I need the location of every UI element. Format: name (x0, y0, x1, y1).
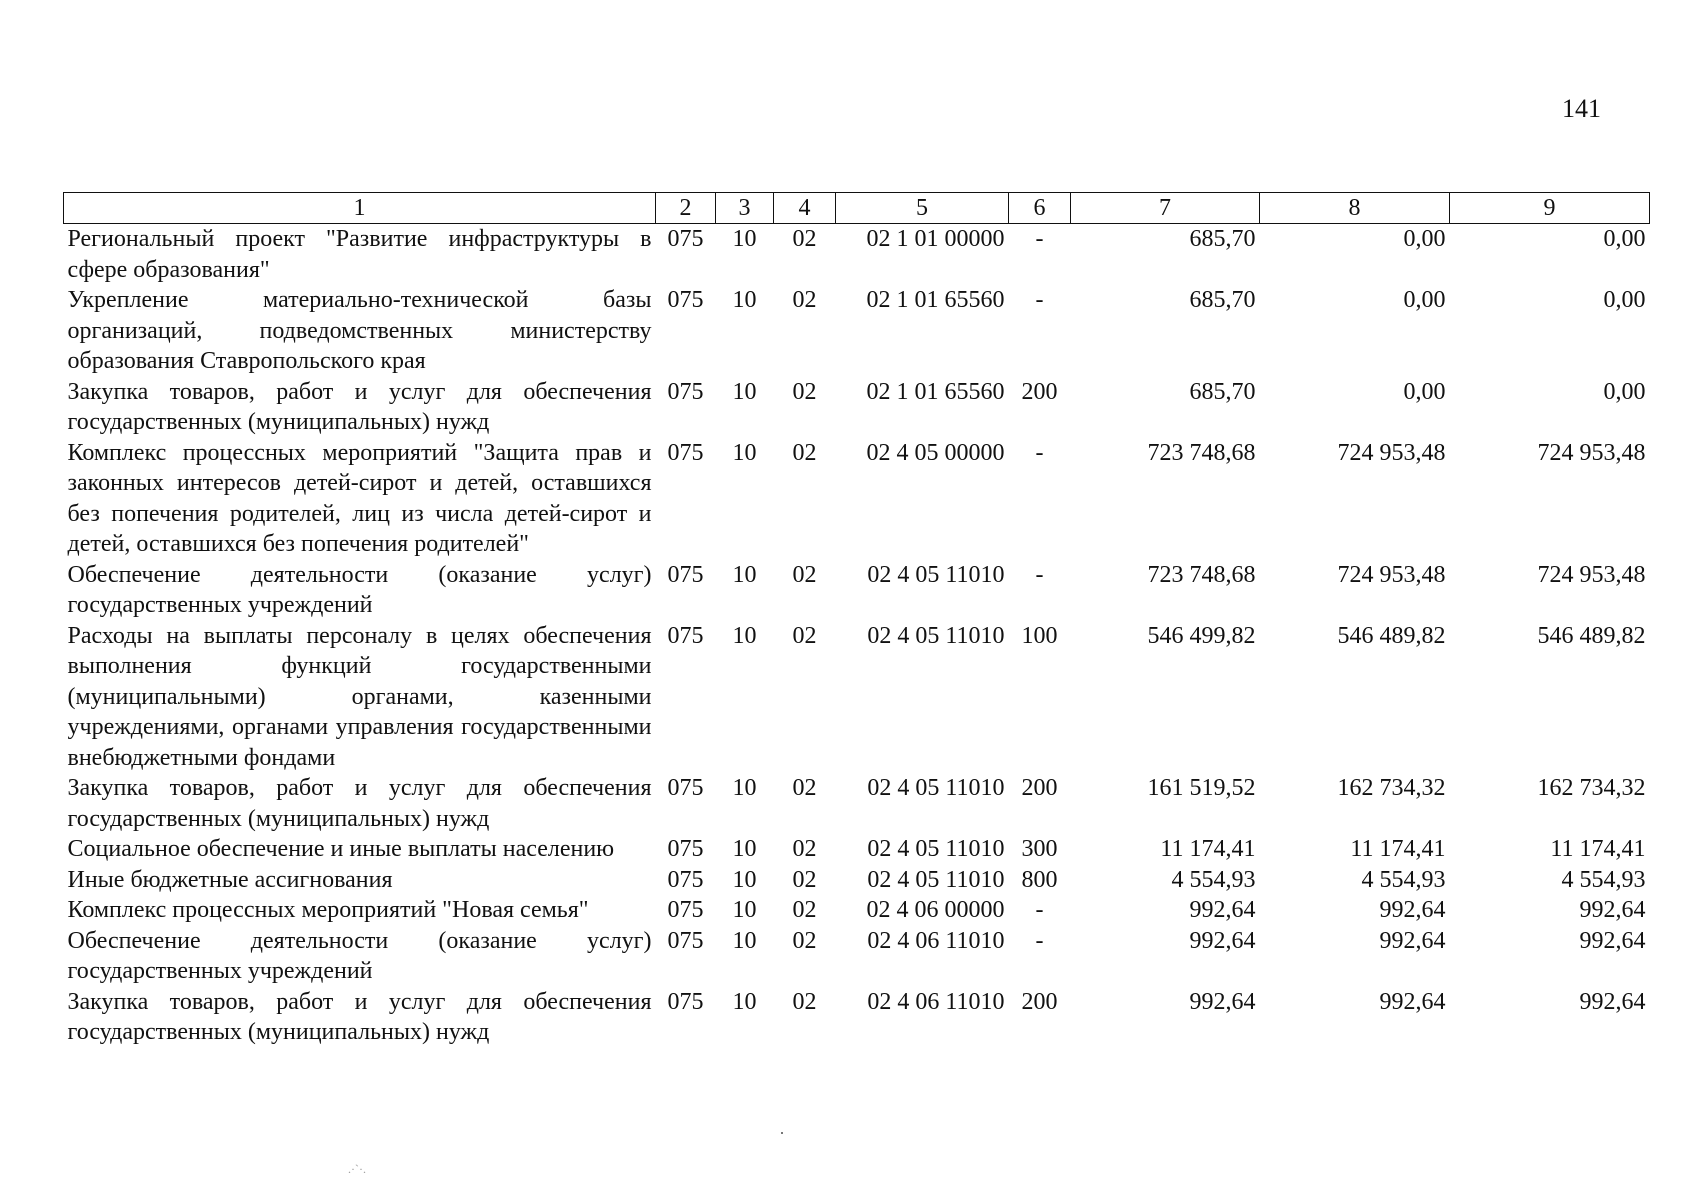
column-header: 7 (1071, 193, 1260, 224)
row-description: Закупка товаров, работ и услуг для обеспечения государственных (муниципальных) нужд (67, 378, 652, 435)
amount-year-2: 992,64 (1379, 927, 1446, 954)
amount-year-1: 4 554,93 (1171, 866, 1256, 893)
subsection-code: 02 (792, 897, 817, 923)
section-code: 10 (732, 927, 757, 954)
table-row (64, 773, 1650, 834)
page-number: 141 (1562, 94, 1601, 123)
row-description: Закупка товаров, работ и услуг для обеспечения государственных (муниципальных) нужд (67, 775, 652, 832)
amount-year-1: 685,70 (1189, 378, 1256, 405)
target-article-code: 02 4 05 11010 (867, 622, 1005, 649)
section-code: 10 (732, 988, 757, 1015)
ministry-code: 075 (667, 439, 704, 466)
amount-year-1: 992,64 (1189, 897, 1256, 923)
section-code: 10 (732, 775, 757, 801)
table-row (64, 438, 1650, 560)
amount-year-2: 992,64 (1379, 897, 1446, 923)
subsection-code: 02 (792, 866, 817, 893)
row-description: Закупка товаров, работ и услуг для обеспечения государственных (муниципальных) нужд (67, 988, 652, 1045)
ministry-code: 075 (667, 927, 704, 954)
amount-year-2: 724 953,48 (1337, 561, 1446, 588)
table-row (64, 865, 1650, 896)
amount-year-3: 0,00 (1603, 226, 1646, 252)
expense-type-code: 100 (1021, 622, 1058, 649)
row-description: Социальное обеспечение и иные выплаты населению (67, 836, 615, 862)
row-description: Иные бюджетные ассигнования (67, 866, 393, 893)
table-row (64, 285, 1650, 377)
column-header: 6 (1009, 193, 1071, 224)
amount-year-3: 724 953,48 (1537, 439, 1646, 466)
ministry-code: 075 (667, 866, 704, 893)
amount-year-2: 0,00 (1403, 378, 1446, 405)
expense-type-code: - (1035, 927, 1044, 954)
amount-year-2: 162 734,32 (1337, 775, 1446, 801)
ministry-code: 075 (667, 561, 704, 588)
ministry-code: 075 (667, 775, 704, 801)
expense-type-code: 300 (1021, 836, 1058, 862)
table-row (64, 621, 1650, 774)
column-number-header (64, 193, 1650, 224)
subsection-code: 02 (792, 378, 817, 405)
subsection-code: 02 (792, 775, 817, 801)
amount-year-2: 4 554,93 (1361, 866, 1446, 893)
section-code: 10 (732, 897, 757, 923)
table-row (64, 560, 1650, 621)
column-header: 2 (656, 193, 716, 224)
target-article-code: 02 4 05 11010 (867, 866, 1005, 893)
amount-year-3: 992,64 (1579, 988, 1646, 1015)
table-body (64, 224, 1650, 1048)
row-description: Укрепление материально-технической базы организаций, подведомственных министерству образования Ставропольского края (67, 287, 652, 374)
column-header: 3 (716, 193, 774, 224)
amount-year-3: 162 734,32 (1537, 775, 1646, 801)
expense-type-code: 200 (1021, 378, 1058, 405)
expense-type-code: 800 (1021, 866, 1058, 893)
subsection-code: 02 (792, 226, 817, 252)
target-article-code: 02 4 05 11010 (867, 775, 1005, 801)
target-article-code: 02 1 01 65560 (866, 378, 1005, 405)
amount-year-2: 11 174,41 (1350, 836, 1446, 862)
amount-year-1: 161 519,52 (1147, 775, 1256, 801)
amount-year-2: 0,00 (1403, 287, 1446, 313)
subsection-code: 02 (792, 439, 817, 466)
amount-year-2: 546 489,82 (1337, 622, 1446, 649)
column-header: 5 (836, 193, 1009, 224)
target-article-code: 02 1 01 65560 (866, 287, 1005, 313)
target-article-code: 02 4 06 11010 (867, 988, 1005, 1015)
subsection-code: 02 (792, 927, 817, 954)
target-article-code: 02 4 05 00000 (866, 439, 1005, 466)
expense-type-code: - (1035, 439, 1044, 466)
table-row (64, 895, 1650, 926)
section-code: 10 (732, 866, 757, 893)
ministry-code: 075 (667, 988, 704, 1015)
scan-speck (781, 1132, 783, 1134)
row-description: Обеспечение деятельности (оказание услуг) государственных учреждений (67, 927, 652, 984)
section-code: 10 (732, 226, 757, 252)
section-code: 10 (732, 378, 757, 405)
section-code: 10 (732, 287, 757, 313)
amount-year-3: 11 174,41 (1550, 836, 1646, 862)
column-header: 9 (1450, 193, 1650, 224)
amount-year-1: 11 174,41 (1160, 836, 1256, 862)
amount-year-3: 992,64 (1579, 927, 1646, 954)
target-article-code: 02 4 06 00000 (866, 897, 1005, 923)
column-header: 1 (64, 193, 656, 224)
budget-table (63, 192, 1650, 1048)
ministry-code: 075 (667, 378, 704, 405)
column-header: 8 (1260, 193, 1450, 224)
subsection-code: 02 (792, 622, 817, 649)
expense-type-code: - (1035, 897, 1044, 923)
ministry-code: 075 (667, 287, 704, 313)
amount-year-1: 992,64 (1189, 988, 1256, 1015)
amount-year-3: 0,00 (1603, 287, 1646, 313)
target-article-code: 02 1 01 00000 (866, 226, 1005, 252)
amount-year-1: 723 748,68 (1147, 439, 1256, 466)
target-article-code: 02 4 05 11010 (867, 836, 1005, 862)
table-row (64, 224, 1650, 286)
target-article-code: 02 4 05 11010 (867, 561, 1005, 588)
table-row (64, 377, 1650, 438)
ministry-code: 075 (667, 226, 704, 252)
row-description: Комплекс процессных мероприятий "Защита прав и законных интересов детей-сирот и детей, оставшихся без попечения родителей, лиц из числа детей-сирот и детей, оставшихся без попечения родителей" (67, 439, 652, 557)
row-description: Комплекс процессных мероприятий "Новая семья" (67, 897, 589, 923)
row-description: Региональный проект "Развитие инфраструктуры в сфере образования" (67, 226, 652, 283)
section-code: 10 (732, 561, 757, 588)
amount-year-3: 724 953,48 (1537, 561, 1646, 588)
amount-year-3: 546 489,82 (1537, 622, 1646, 649)
section-code: 10 (732, 836, 757, 862)
expense-type-code: - (1035, 561, 1044, 588)
expense-type-code: - (1035, 287, 1044, 313)
table-row (64, 987, 1650, 1048)
target-article-code: 02 4 06 11010 (867, 927, 1005, 954)
amount-year-3: 0,00 (1603, 378, 1646, 405)
row-description: Обеспечение деятельности (оказание услуг) государственных учреждений (67, 561, 652, 618)
expense-type-code: 200 (1021, 988, 1058, 1015)
amount-year-3: 992,64 (1579, 897, 1646, 923)
amount-year-2: 724 953,48 (1337, 439, 1446, 466)
subsection-code: 02 (792, 836, 817, 862)
subsection-code: 02 (792, 561, 817, 588)
ministry-code: 075 (667, 897, 704, 923)
subsection-code: 02 (792, 988, 817, 1015)
amount-year-3: 4 554,93 (1561, 866, 1646, 893)
ministry-code: 075 (667, 622, 704, 649)
amount-year-1: 546 499,82 (1147, 622, 1256, 649)
amount-year-1: 723 748,68 (1147, 561, 1256, 588)
table-row (64, 834, 1650, 865)
amount-year-2: 0,00 (1403, 226, 1446, 252)
expense-type-code: - (1035, 226, 1044, 252)
amount-year-1: 685,70 (1189, 226, 1256, 252)
column-header: 4 (774, 193, 836, 224)
ministry-code: 075 (667, 836, 704, 862)
amount-year-1: 685,70 (1189, 287, 1256, 313)
amount-year-2: 992,64 (1379, 988, 1446, 1015)
row-description: Расходы на выплаты персоналу в целях обеспечения выполнения функций государственными (муниципальными) органами, казенными учреждениями, органами управления государственными внебюджетными фондами (67, 622, 652, 771)
scan-speck: .·`·. (348, 1162, 366, 1176)
amount-year-1: 992,64 (1189, 927, 1256, 954)
expense-type-code: 200 (1021, 775, 1058, 801)
section-code: 10 (732, 439, 757, 466)
subsection-code: 02 (792, 287, 817, 313)
section-code: 10 (732, 622, 757, 649)
table-row (64, 926, 1650, 987)
